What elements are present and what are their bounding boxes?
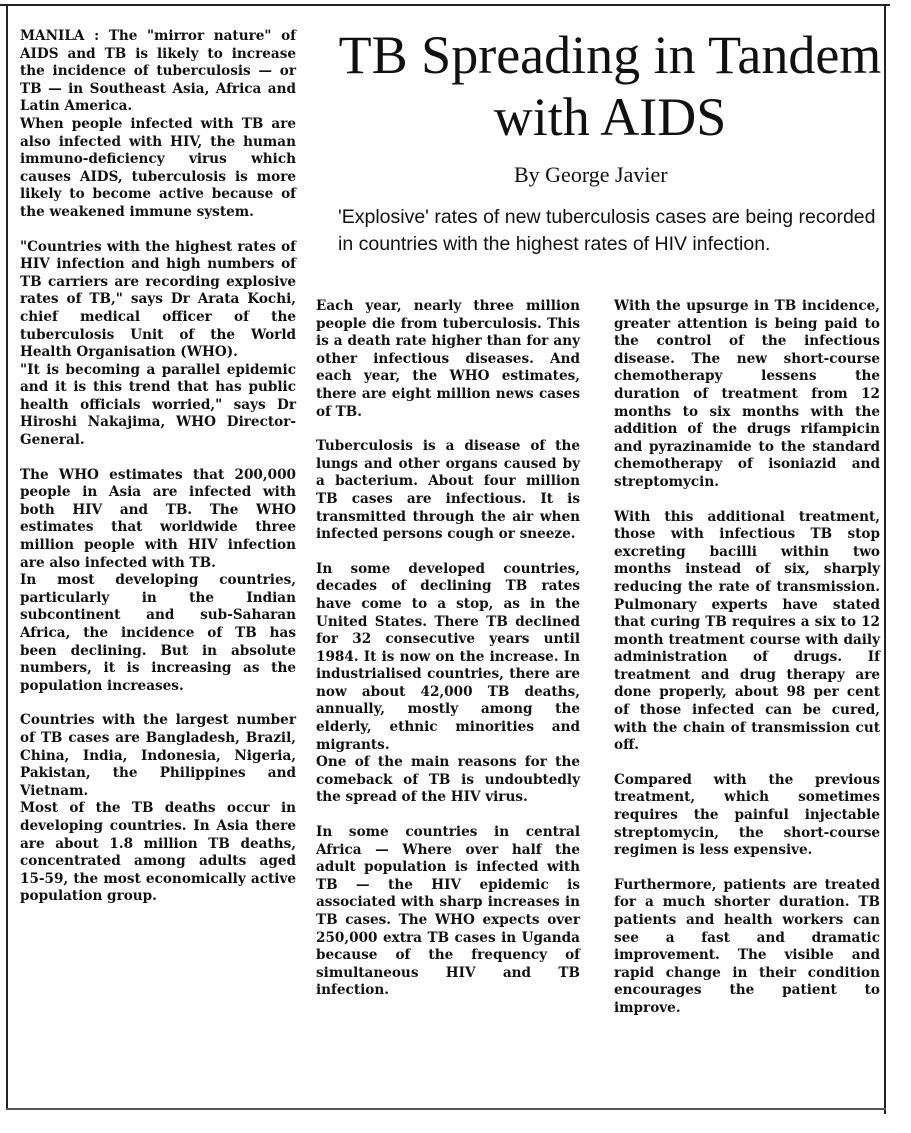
paragraph: Furthermore, patients are treated for a much shorter duration. TB patients and health workers can see a fast and dramatic improvement. The visible and rapid change in their condition encourages the patient to improve. — [614, 876, 880, 1016]
bottom-rule — [6, 1108, 886, 1110]
top-rule — [0, 4, 890, 6]
paragraph: One of the main reasons for the comeback of TB is undoubtedly the spread of the HIV virus. — [316, 754, 580, 806]
paragraph: When people infected with TB are also infected with HIV, the human immuno-deficiency virus which causes AIDS, tuberculosis is more likely to become active because of the weakened immune system. — [20, 115, 296, 220]
article-column-3 — [614, 298, 880, 1018]
paragraph: "Countries with the highest rates of HIV infection and high numbers of TB carriers are recording explosive rates of TB," says Dr Arata Kochi, chief medical officer of the tuberculosis Unit of the World Health Organisation (WHO). — [20, 238, 296, 361]
paragraph: With this additional treatment, those with infectious TB stop excreting bacilli within two months instead of six, sharply reducing the rate of transmission. Pulmonary experts have stated that curing TB requires a six to 12 month treatment course with daily administration of drugs. If treatment and drug therapy are done properly, about 98 per cent of those infected can be cured, with the chain of transmission cut off. — [614, 508, 880, 754]
paragraph: With the upsurge in TB incidence, greater attention is being paid to the control of the infectious disease. The new short-course chemotherapy lessens the duration of treatment from 12 months to six months with the addition of the drugs rifampicin and pyrazinamide to the standard chemotherapy of isoniazid and streptomycin. — [614, 298, 880, 490]
paragraph: MANILA : The "mirror nature" of AIDS and TB is likely to increase the incidence of tuberculosis — or TB — in Southeast Asia, Africa and Latin America. — [20, 28, 296, 115]
paragraph: "It is becoming a parallel epidemic and it is this trend that has public health officials worried," says Dr Hiroshi Nakajima, WHO Director-General. — [20, 361, 296, 449]
article-column-2 — [316, 298, 580, 1000]
paragraph: Most of the TB deaths occur in developing countries. In Asia there are about 1.8 million TB deaths, concentrated among adults aged 15-59, the most economically active population group. — [20, 800, 296, 905]
paragraph: In some developed countries, decades of declining TB rates have come to a stop, as in the United States. There TB declined for 32 consecutive years until 1984. It is now on the increase. In industrialised countries, there are now about 42,000 TB deaths, annually, mostly among the elderly, ethnic minorities and migrants. — [316, 560, 580, 753]
paragraph: Countries with the largest number of TB cases are Bangladesh, Brazil, China, India, Indonesia, Nigeria, Pakistan, the Philippines and Vietnam. — [20, 712, 296, 799]
deck-subheading: 'Explosive' rates of new tuberculosis cases are being recorded in countries with the highest rates of HIV infection. — [338, 206, 876, 255]
paragraph: Each year, nearly three million people die from tuberculosis. This is a death rate higher than for any other infectious diseases. And each year, the WHO estimates, there are eight million news cases of TB. — [316, 298, 580, 420]
byline: By George Javier — [514, 162, 668, 187]
paragraph: The WHO estimates that 200,000 people in Asia are infected with both HIV and TB. The WHO estimates that worldwide three million people with HIV infection are also infected with TB. — [20, 466, 296, 571]
paragraph: In some countries in central Africa — Where over half the adult population is infected with TB — the HIV epidemic is associated with sharp increases in TB cases. The WHO expects over 250,000 extra TB cases in Uganda because of the frequency of simultaneous HIV and TB infection. — [316, 824, 580, 999]
article-column-1 — [20, 28, 296, 906]
headline: TB Spreading in Tandem with AIDS — [338, 25, 882, 147]
right-rule — [884, 4, 886, 1114]
paragraph: Tuberculosis is a disease of the lungs and other organs caused by a bacterium. About four million TB cases are infectious. It is transmitted through the air when infected persons cough or sneeze. — [316, 438, 580, 543]
paragraph: In most developing countries, particularly in the Indian subcontinent and sub-Saharan Africa, the incidence of TB has been declining. But in absolute numbers, it is increasing as the population increases. — [20, 572, 296, 694]
paragraph: Compared with the previous treatment, which sometimes requires the painful injectable streptomycin, the short-course regimen is less expensive. — [614, 771, 880, 859]
left-rule — [6, 4, 8, 1108]
